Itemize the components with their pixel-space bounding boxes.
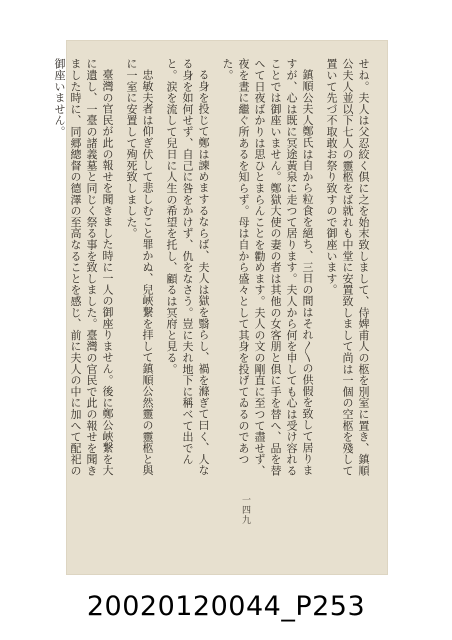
paragraph: 臺灣の官民が此の報せを聞きました時に一人の御座りません。後に鄭公峽繋を大に遺し、一臺の諸義墓と同じく祭る事を致しました。臺灣の官民で此の報せを聞きました時に、同郷總督の德澤の至高なることを感じ、前に夫人の中に加へて配祀の御座いません。 [53, 58, 114, 477]
paragraph: せね。夫人は父忍絞く倶に之を始末致しまして、侍婢甫人の柩を別室に置き、鎮順公夫人並以下七人の靈柩をば就れも中堂に安置致しまして尚は一個の空柩を殘して置いて先づ不取敢お祭り致すので御座います。 [325, 58, 370, 477]
paragraph: 忠敏夫者は仰ぎ伏して悲しむこと罪かぬ、兒峽繋を拝して鎮順公然靈の靈柩と與に一室に安置して殉死致しました。 [125, 58, 154, 476]
paragraph: 鎮順公夫人鄭氏は自から粒食を絕ち、三日の間はそれ〳〵の供假を致して居りますが、心は既に冥途黃泉に走つて居ります。夫人から何を申しても心は受け容れることでは御座いません。鄭獄大使の妻の者は其他の女客朋と俱に手を替へ、品を替へて日夜ばかりは思ひとまらんことを勸めます。夫人の文の剛直に至つて盡せず、夜を晝に繼ぐ所あるを知らず。母は自から盛々として其身を投げてゐるのであつた。 [221, 58, 314, 477]
image-caption: 20020120044_P253 [86, 591, 366, 622]
vertical-text-block [53, 58, 371, 486]
page-number: 一四九 [240, 495, 250, 525]
paragraph: る身を投じて鄭は諫めまするならば、夫人は獄を翳らし、禍を滌ぎて曰く、人なる身を如何せず、自己に咎をかけず、仇をなさう。豈に夫れ地下に稱べて出でんと。涙を流して兒日に人生の希望を托し、顧るは冥府と見る。 [165, 58, 210, 476]
